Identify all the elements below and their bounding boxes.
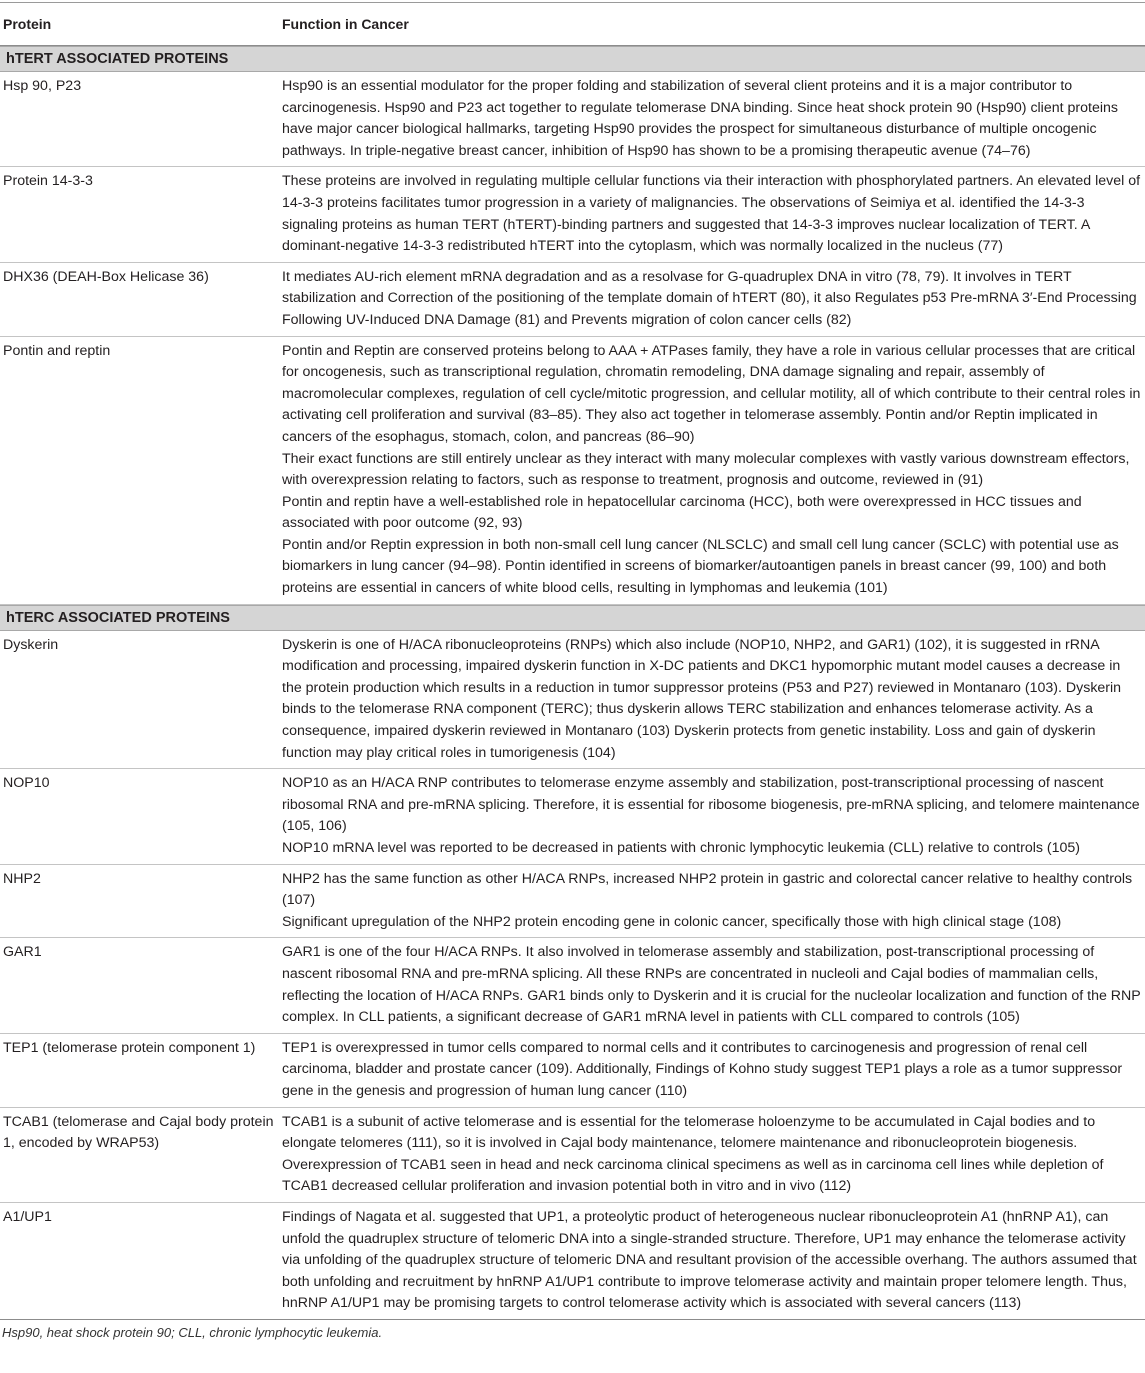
- function-paragraph: TCAB1 is a subunit of active telomerase and is essential for the telomerase holoenzyme to be accumulated in Cajal bodies and to elongate telomeres (111), so it is involved in Cajal body maintenance, telomere maintenance and ribonucleoprotein biogenesis. Overexpression of TCAB1 seen in head and neck carcinoma clinical specimens as well as in carcinoma cell lines while depletion of TCAB1 decreased cellular proliferation and invasion potential both in vitro and in vivo (112): [282, 1113, 1104, 1195]
- function-cell: [282, 167, 1145, 261]
- function-paragraph: Their exact functions are still entirely unclear as they interact with many molecular complexes with vastly various downstream effectors, with overexpression relating to factors, such as response to treatment, prognosis and outcome, reviewed in (91): [282, 450, 1130, 489]
- table-row: [0, 1203, 1145, 1319]
- function-paragraph: NHP2 has the same function as other H/ACA RNPs, increased NHP2 protein in gastric and colorectal cancer relative to healthy controls (107): [282, 870, 1133, 909]
- protein-name: DHX36 (DEAH-Box Helicase 36): [3, 268, 209, 285]
- function-cell: [282, 72, 1145, 166]
- protein-name: NOP10: [3, 775, 50, 792]
- table-row: [0, 1108, 1145, 1203]
- function-paragraph: GAR1 is one of the four H/ACA RNPs. It also involved in telomerase assembly and stabilization, post-transcriptional processing of nascent ribosomal RNA and pre-mRNA splicing. All these RNPs are concentrated in nucleoli and Cajal bodies of mammalian cells, reflecting the location of H/ACA RNPs. GAR1 binds only to Dyskerin and it is crucial for the nucleolar localization and function of the RNP complex. In CLL patients, a significant decrease of GAR1 mRNA level in patients with CLL compared to controls (105): [282, 944, 1141, 1026]
- function-paragraph: Pontin and reptin have a well-established role in hepatocellular carcinoma (HCC), both were overexpressed in HCC tissues and associated with poor outcome (92, 93): [282, 493, 1082, 532]
- function-paragraph: These proteins are involved in regulating multiple cellular functions via their interaction with phosphorylated partners. An elevated level of 14-3-3 proteins facilitates tumor progression in a variety of malignancies. The observations of Seimiya et al. identified the 14-3-3 signaling proteins as human TERT (hTERT)-binding partners and suggested that 14-3-3 improves nuclear localization of TERT. A dominant-negative 14-3-3 redistributed hTERT into the cytoplasm, which was normally localized in the nucleus (77): [282, 173, 1141, 255]
- table-bottom-rule: [0, 1319, 1145, 1320]
- protein-name: Pontin and reptin: [3, 342, 111, 359]
- protein-name: Hsp 90, P23: [3, 78, 82, 94]
- function-cell: [282, 1034, 1145, 1107]
- function-paragraph: Significant upregulation of the NHP2 protein encoding gene in colonic cancer, specifically those with high clinical stage (108): [282, 913, 1062, 930]
- function-cell: [282, 938, 1145, 1032]
- table-row: [0, 769, 1145, 864]
- function-paragraph: TEP1 is overexpressed in tumor cells compared to normal cells and it contributes to carcinogenesis and progression of renal cell carcinoma, bladder and prostate cancer (109). Additionally, Findings of Kohno study suggest TEP1 plays a role as a tumor suppressor gene in the genesis and progression of human lung cancer (110): [282, 1039, 1123, 1099]
- table-row: [0, 72, 1145, 167]
- section-heading: hTERC ASSOCIATED PROTEINS: [0, 605, 1145, 631]
- section-heading: hTERT ASSOCIATED PROTEINS: [0, 46, 1145, 72]
- function-paragraph: Dyskerin is one of H/ACA ribonucleoproteins (RNPs) which also include (NOP10, NHP2, and GAR1) (102), it is suggested in rRNA modification and processing, impaired dyskerin function in X-DC patients and DKC1 hypomorphic mutant model causes a decrease in the protein production which results in a reduction in tumor suppressor proteins (P53 and P27) reviewed in Montanaro (103). Dyskerin binds to the telomerase RNA component (TERC); thus dyskerin allows TERC stabilization and enhances telomerase activity. As a consequence, impaired dyskerin reviewed in Montanaro (103) Dyskerin protects from genetic instability. Loss and gain of dyskerin function may play critical roles in tumorigenesis (104): [282, 636, 1122, 761]
- protein-function-table: [0, 2, 1145, 1340]
- header-protein: Protein: [3, 16, 52, 32]
- protein-name: TCAB1 (telomerase and Cajal body protein 1, encoded by WRAP53): [3, 1113, 274, 1152]
- header-function: Function in Cancer: [282, 16, 409, 32]
- protein-name: TEP1 (telomerase protein component 1): [3, 1039, 256, 1056]
- function-cell: [282, 769, 1145, 863]
- protein-name: Dyskerin: [3, 636, 59, 653]
- function-paragraph: NOP10 mRNA level was reported to be decreased in patients with chronic lymphocytic leukemia (CLL) relative to controls (105): [282, 840, 1081, 856]
- function-cell: [282, 865, 1145, 938]
- table-row: [0, 167, 1145, 262]
- table-row: [0, 263, 1145, 337]
- function-paragraph: Pontin and/or Reptin expression in both non-small cell lung cancer (NLSCLC) and small cell lung cancer (SCLC) with potential use as biomarkers in lung cancer (94–98). Pontin identified in screens of biomarker/autoantigen panels in breast cancer (99, 100) and both proteins are essential in cancers of white blood cells, resulting in lymphomas and leukemia (101): [282, 536, 1119, 597]
- protein-name: GAR1: [3, 944, 42, 961]
- function-paragraph: NOP10 as an H/ACA RNP contributes to telomerase enzyme assembly and stabilization, post-transcriptional processing of nascent ribosomal RNA and pre-mRNA splicing. Therefore, it is essential for ribosome biogenesis, pre-mRNA splicing, and telomere maintenance (105, 106): [282, 775, 1140, 835]
- table-row: [0, 865, 1145, 939]
- function-paragraph: It mediates AU-rich element mRNA degradation and as a resolvase for G-quadruplex DNA in vitro (78, 79). It involves in TERT stabilization and Correction of the positioning of the template domain of hTERT (80), it also Regulates p53 Pre-mRNA 3′-End Processing Following UV-Induced DNA Damage (81) and Prevents migration of colon cancer cells (82): [282, 268, 1137, 328]
- function-cell: [282, 631, 1145, 769]
- table-footnote: Hsp90, heat shock protein 90; CLL, chronic lymphocytic leukemia.: [2, 1324, 383, 1340]
- protein-name: Protein 14-3-3: [3, 173, 93, 190]
- table-body: [0, 46, 1145, 1319]
- function-paragraph: Hsp90 is an essential modulator for the proper folding and stabilization of several client proteins and it is a major contributor to carcinogenesis. Hsp90 and P23 act together to regulate telomerase DNA binding. Since heat shock protein 90 (Hsp90) client proteins have major cancer biological hallmarks, targeting Hsp90 provides the prospect for simultaneous disturbance of multiple oncogenic pathways. In triple-negative breast cancer, inhibition of Hsp90 has shown to be a promising therapeutic avenue (74–76): [282, 78, 1118, 159]
- protein-name: A1/UP1: [3, 1208, 52, 1225]
- function-cell: [282, 1203, 1145, 1319]
- table-row: [0, 938, 1145, 1033]
- function-paragraph: Findings of Nagata et al. suggested that UP1, a proteolytic product of heterogeneous nuclear ribonucleoprotein A1 (hnRNP A1), can unfold the quadruplex structure of telomeric DNA into a single-stranded structure. Therefore, UP1 may enhance the telomerase activity via unfolding of the quadruplex structure of telomeric DNA and resultant provision of the accessible overhang. The authors assumed that both unfolding and recruitment by hnRNP A1/UP1 contribute to improve telomerase activity and maintain proper telomere length. Thus, hnRNP A1/UP1 may be promising targets to control telomerase activity which is associated with several cancers (113): [282, 1208, 1137, 1312]
- function-cell: [282, 337, 1145, 604]
- function-paragraph: Pontin and Reptin are conserved proteins belong to AAA + ATPases family, they have a role in various cellular processes that are critical for oncogenesis, such as transcriptional regulation, chromatin remodeling, DNA damage signaling and repair, assembly of macromolecular complexes, regulation of cell cycle/mitotic progression, and cellular motility, all of which contribute to their central roles in activating cell proliferation and survival (83–85). They also act together in telomerase assembly. Pontin and/or Reptin implicated in cancers of the esophagus, stomach, colon, and pancreas (86–90): [282, 342, 1141, 445]
- table-header: [0, 3, 1145, 45]
- protein-name: NHP2: [3, 870, 41, 887]
- table-row: [0, 631, 1145, 770]
- table-row: [0, 337, 1145, 605]
- table-row: [0, 1034, 1145, 1108]
- function-cell: [282, 263, 1145, 336]
- function-cell: [282, 1108, 1145, 1202]
